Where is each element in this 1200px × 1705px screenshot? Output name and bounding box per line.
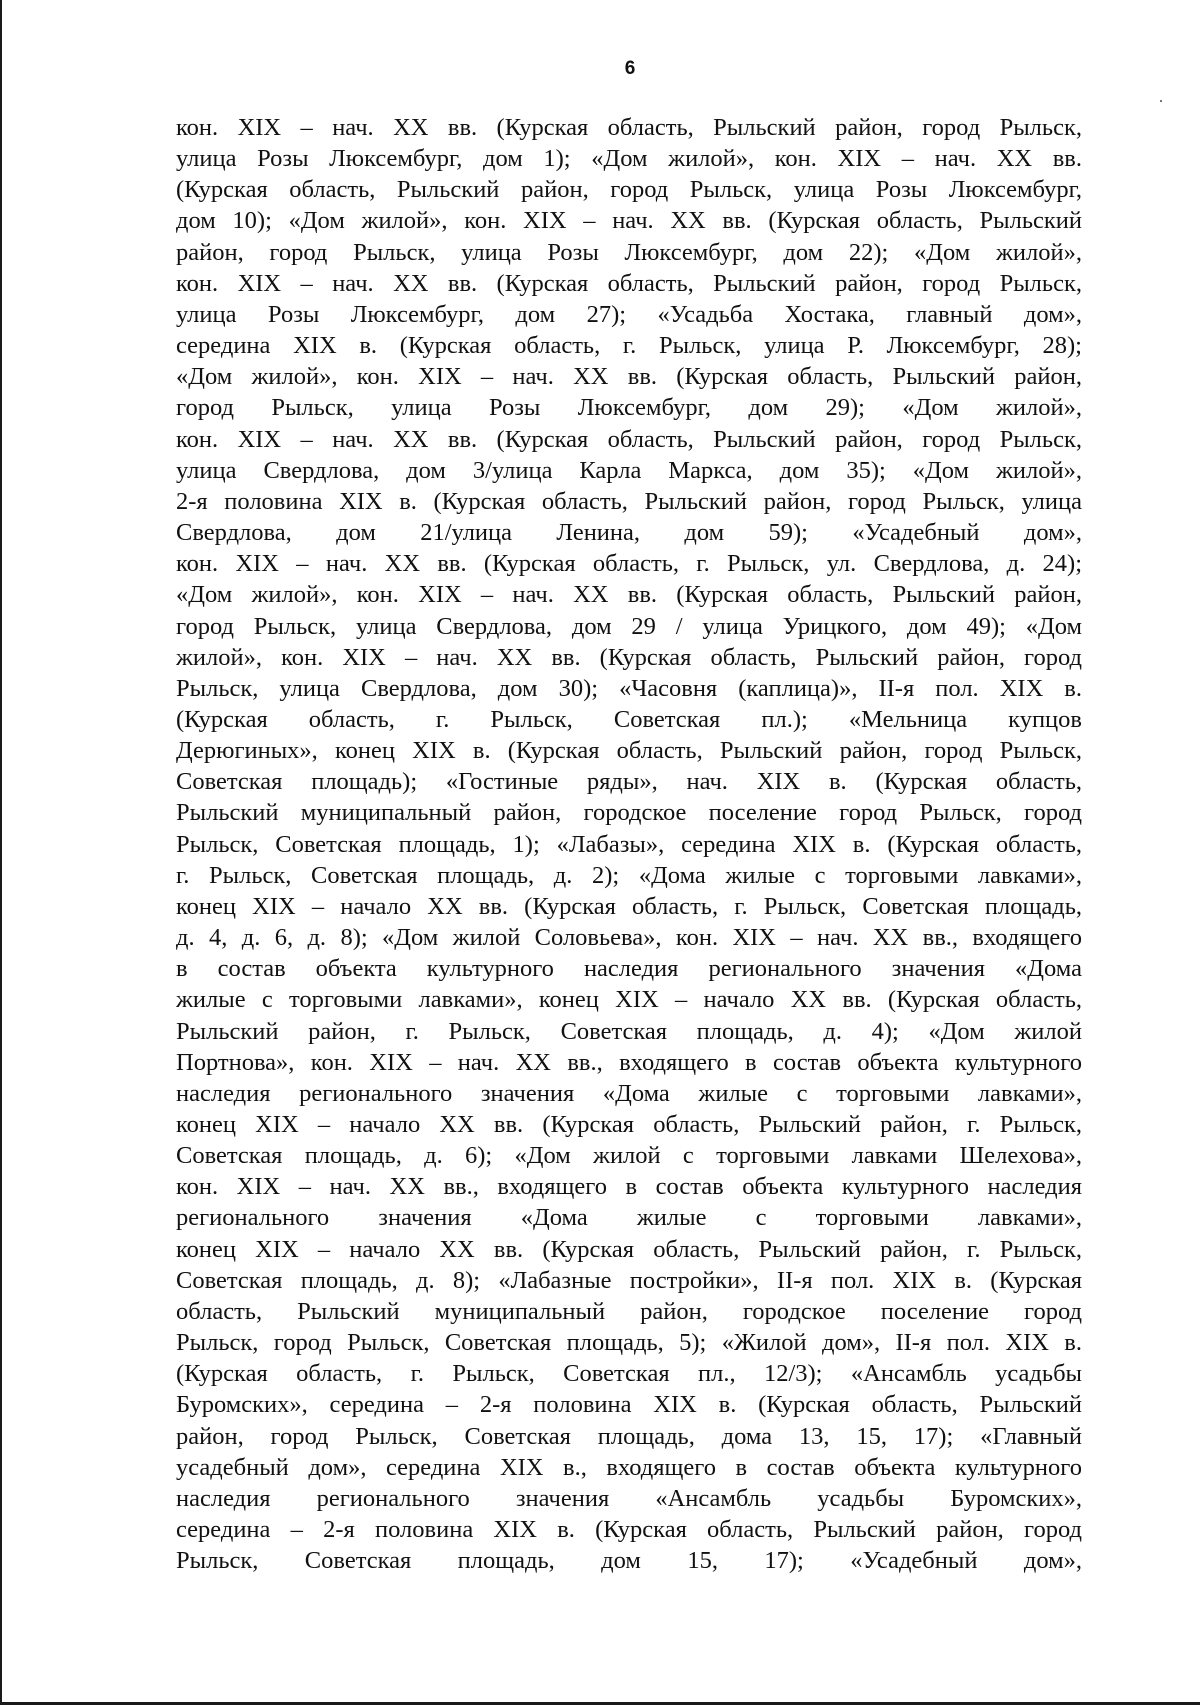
body-text-line: конец XIX – начало XX вв. (Курская область, Рыльский район, г. Рыльск,	[176, 1235, 1082, 1263]
body-text-line: конец XIX – начало XX вв. (Курская область, г. Рыльск, Советская площадь,	[176, 892, 1082, 920]
body-text-line: Рыльский муниципальный район, городское поселение город Рыльск, город	[176, 799, 1082, 827]
body-text-line: регионального значения «Дома жилые с торговыми лавками»,	[176, 1204, 1082, 1232]
body-text-line: 2-я половина XIX в. (Курская область, Рыльский район, город Рыльск, улица	[176, 487, 1082, 515]
body-text-line: Рыльск, Советская площадь, 1); «Лабазы», середина XIX в. (Курская область,	[176, 830, 1082, 858]
body-text-line: кон. XIX – нач. XX вв. (Курская область, Рыльский район, город Рыльск,	[176, 425, 1082, 453]
body-text-line: улица Розы Люксембург, дом 1); «Дом жилой», кон. XIX – нач. XX вв.	[176, 145, 1082, 173]
body-text-line: кон. XIX – нач. XX вв. (Курская область, Рыльский район, город Рыльск,	[176, 269, 1082, 297]
body-text-line: г. Рыльск, Советская площадь, д. 2); «Дома жилые с торговыми лавками»,	[176, 861, 1082, 889]
body-text-line: Свердлова, дом 21/улица Ленина, дом 59); «Усадебный дом»,	[176, 519, 1082, 547]
body-text-line: середина XIX в. (Курская область, г. Рыльск, улица Р. Люксембург, 28);	[176, 332, 1082, 360]
body-text	[176, 112, 1082, 1576]
scan-speck	[1160, 100, 1162, 102]
body-text-line: д. 4, д. 6, д. 8); «Дом жилой Соловьева», кон. XIX – нач. XX вв., входящего	[176, 924, 1082, 952]
body-text-line: дом 10); «Дом жилой», кон. XIX – нач. XX вв. (Курская область, Рыльский	[176, 207, 1082, 235]
body-text-line: наследия регионального значения «Дома жилые с торговыми лавками»,	[176, 1079, 1082, 1107]
body-text-line: Дерюгиных», конец XIX в. (Курская область, Рыльский район, город Рыльск,	[176, 737, 1082, 765]
body-text-line: Рыльск, Советская площадь, дом 15, 17); «Усадебный дом»,	[176, 1547, 1082, 1575]
body-text-line: усадебный дом», середина XIX в., входящего в состав объекта культурного	[176, 1453, 1082, 1481]
body-text-line: улица Свердлова, дом 3/улица Карла Маркса, дом 35); «Дом жилой»,	[176, 456, 1082, 484]
body-text-line: (Курская область, г. Рыльск, Советская пл., 12/3); «Ансамбль усадьбы	[176, 1360, 1082, 1388]
body-text-line: Рыльск, город Рыльск, Советская площадь, 5); «Жилой дом», II-я пол. XIX в.	[176, 1329, 1082, 1357]
body-text-line: город Рыльск, улица Свердлова, дом 29 / улица Урицкого, дом 49); «Дом	[176, 612, 1082, 640]
body-text-line: в состав объекта культурного наследия регионального значения «Дома	[176, 955, 1082, 983]
body-text-line: «Дом жилой», кон. XIX – нач. XX вв. (Курская область, Рыльский район,	[176, 363, 1082, 391]
body-text-line: наследия регионального значения «Ансамбль усадьбы Буромских»,	[176, 1484, 1082, 1512]
body-text-line: область, Рыльский муниципальный район, городское поселение город	[176, 1297, 1082, 1325]
body-text-line: жилой», кон. XIX – нач. XX вв. (Курская область, Рыльский район, город	[176, 643, 1082, 671]
body-text-line: улица Розы Люксембург, дом 27); «Усадьба Хостака, главный дом»,	[176, 300, 1082, 328]
body-text-line: Портнова», кон. XIX – нач. XX вв., входящего в состав объекта культурного	[176, 1048, 1082, 1076]
body-text-line: «Дом жилой», кон. XIX – нач. XX вв. (Курская область, Рыльский район,	[176, 581, 1082, 609]
page-number: 6	[624, 58, 636, 79]
body-text-line: Советская площадь); «Гостиные ряды», нач. XIX в. (Курская область,	[176, 768, 1082, 796]
body-text-line: город Рыльск, улица Розы Люксембург, дом 29); «Дом жилой»,	[176, 394, 1082, 422]
body-text-line: середина – 2-я половина XIX в. (Курская область, Рыльский район, город	[176, 1516, 1082, 1544]
scan-border-left	[0, 0, 2, 1705]
body-text-line: (Курская область, г. Рыльск, Советская пл.); «Мельница купцов	[176, 705, 1082, 733]
body-text-line: район, город Рыльск, Советская площадь, дома 13, 15, 17); «Главный	[176, 1422, 1082, 1450]
body-text-line: Советская площадь, д. 6); «Дом жилой с торговыми лавками Шелехова»,	[176, 1142, 1082, 1170]
body-text-line: кон. XIX – нач. XX вв. (Курская область, Рыльский район, город Рыльск,	[176, 114, 1082, 141]
body-text-line: кон. XIX – нач. XX вв., входящего в состав объекта культурного наследия	[176, 1173, 1082, 1201]
body-text-line: Рыльский район, г. Рыльск, Советская площадь, д. 4); «Дом жилой	[176, 1017, 1082, 1045]
body-text-line: район, город Рыльск, улица Розы Люксембург, дом 22); «Дом жилой»,	[176, 238, 1082, 266]
body-text-line: кон. XIX – нач. XX вв. (Курская область, г. Рыльск, ул. Свердлова, д. 24);	[176, 550, 1082, 578]
body-text-line: конец XIX – начало XX вв. (Курская область, Рыльский район, г. Рыльск,	[176, 1111, 1082, 1138]
body-text-line: Рыльск, улица Свердлова, дом 30); «Часовня (каплица)», II-я пол. XIX в.	[176, 674, 1082, 702]
body-text-line: Советская площадь, д. 8); «Лабазные постройки», II-я пол. XIX в. (Курская	[176, 1266, 1082, 1294]
body-text-line: жилые с торговыми лавками», конец XIX – начало XX вв. (Курская область,	[176, 986, 1082, 1014]
body-text-line: (Курская область, Рыльский район, город Рыльск, улица Розы Люксембург,	[176, 176, 1082, 204]
body-text-line: Буромских», середина – 2-я половина XIX в. (Курская область, Рыльский	[176, 1391, 1082, 1419]
